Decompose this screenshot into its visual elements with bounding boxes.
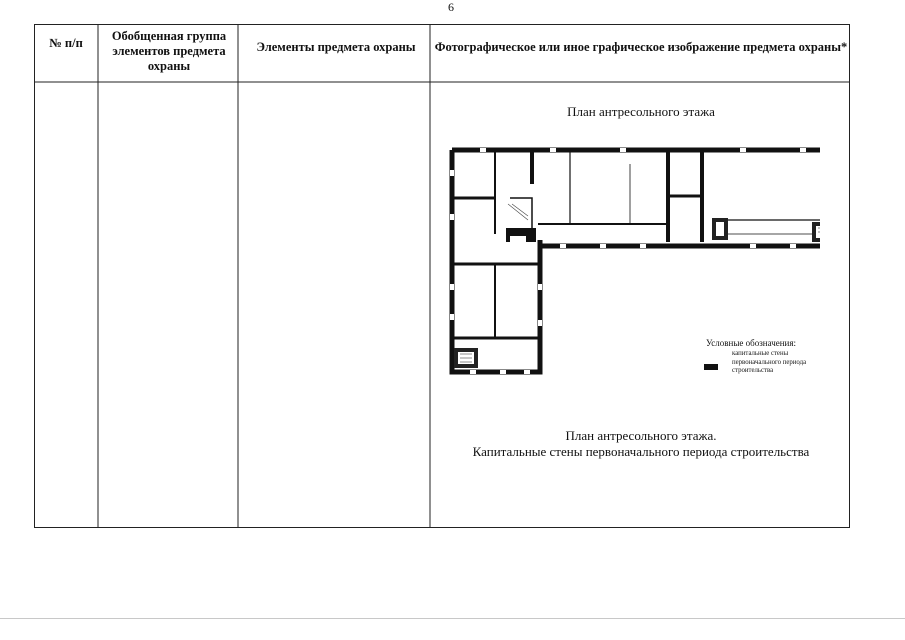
plan-caption: [432, 428, 850, 460]
header-group: Обобщенная группа элементов предмета охраны: [111, 29, 227, 73]
caption-line-1: План антресольного этажа.: [565, 428, 717, 443]
plan-title: План антресольного этажа: [567, 104, 715, 119]
legend-item-label: капитальные стены первоначального периода строительства: [732, 350, 807, 374]
scan-edge-line: [0, 618, 905, 619]
header-image: Фотографическое или иное графическое изображение предмета охраны*: [434, 40, 848, 54]
legend-title: Условные обозначения:: [706, 338, 797, 348]
header-elements: Элементы предмета охраны: [256, 40, 416, 54]
header-number: № п/п: [49, 36, 83, 50]
page-number: 6: [448, 0, 454, 14]
caption-line-2: Капитальные стены первоначального периода строительства: [472, 444, 810, 459]
legend-swatch: [704, 364, 718, 370]
